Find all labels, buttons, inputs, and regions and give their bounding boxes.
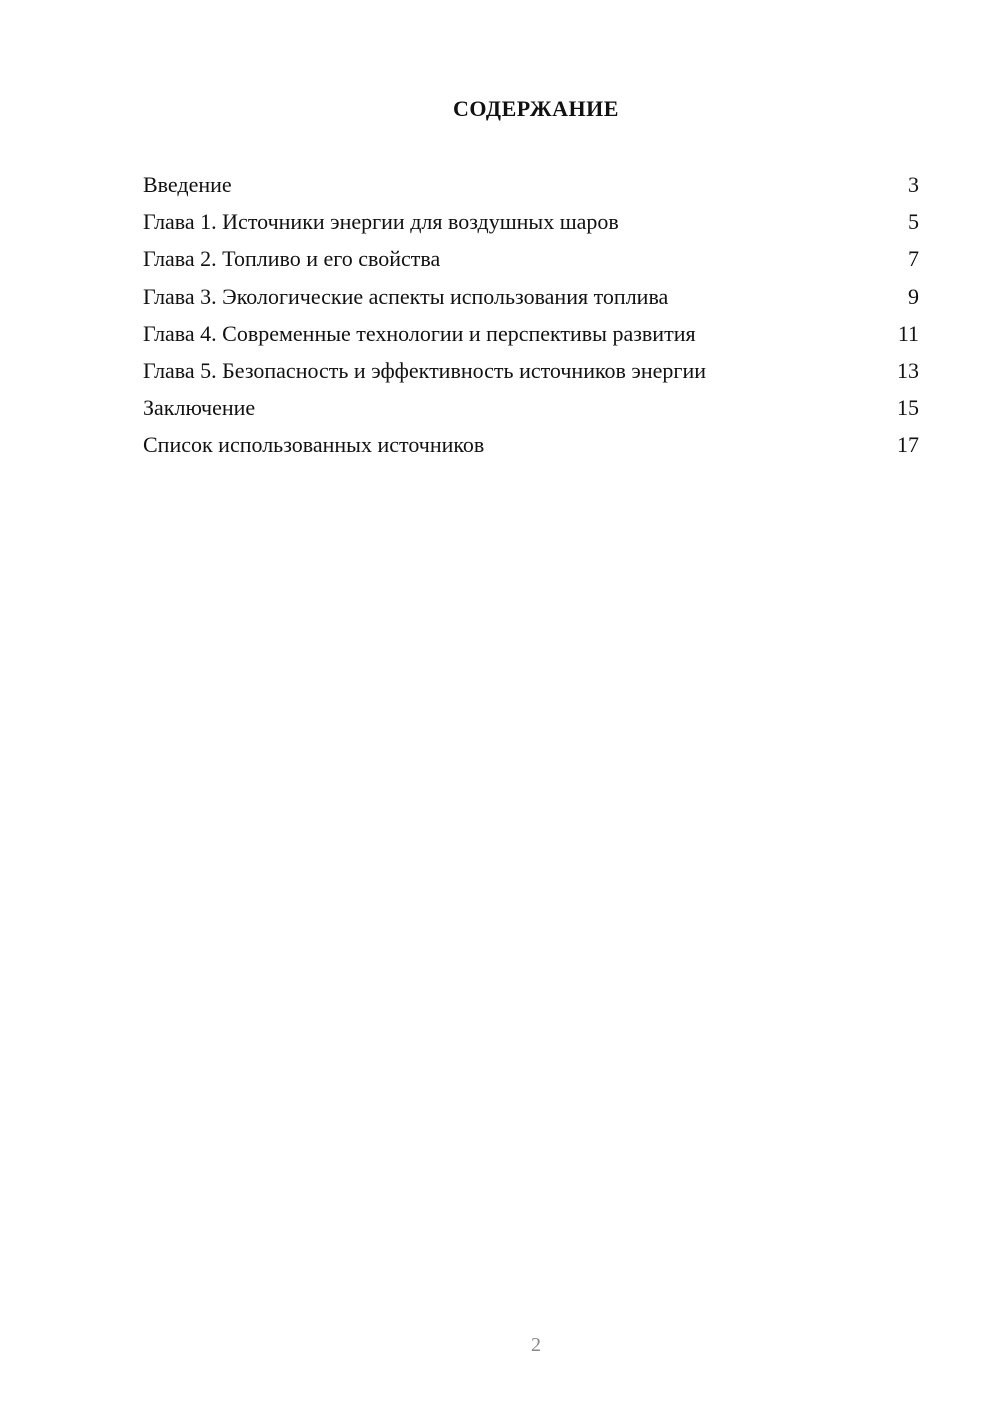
- page-number: 2: [531, 1334, 541, 1356]
- toc-item-label: Глава 3. Экологические аспекты использования топлива: [143, 283, 669, 309]
- toc-item-label: Глава 1. Источники энергии для воздушных шаров: [143, 209, 619, 235]
- toc-item: [143, 170, 919, 207]
- toc-item-label: Глава 4. Современные технологии и перспективы развития: [143, 320, 696, 346]
- toc-item-page: 3: [908, 172, 919, 197]
- toc-item: [143, 356, 919, 393]
- toc-item: [143, 244, 919, 281]
- toc-item: [143, 393, 919, 430]
- toc-item-page: 17: [897, 432, 919, 458]
- page-title: СОДЕРЖАНИЕ: [453, 96, 619, 121]
- toc-item-page: 5: [908, 209, 919, 235]
- toc-item-label: Глава 2. Топливо и его свойства: [143, 246, 441, 272]
- toc-item-page: 11: [897, 320, 919, 346]
- toc-item-label: Список использованных источников: [143, 432, 485, 458]
- toc-item-page: 9: [908, 283, 919, 309]
- toc-item: [143, 430, 919, 467]
- toc-item-label: Введение: [143, 172, 232, 197]
- toc-item-page: 7: [908, 246, 919, 272]
- toc-item-label: Глава 5. Безопасность и эффективность источников энергии: [143, 357, 706, 383]
- toc-item: [143, 319, 919, 356]
- toc-item-page: 15: [897, 395, 919, 421]
- table-of-contents: [143, 170, 919, 468]
- toc-item: [143, 282, 919, 319]
- toc-item-label: Заключение: [143, 395, 256, 421]
- toc-item-page: 13: [897, 357, 919, 383]
- toc-item: [143, 207, 919, 244]
